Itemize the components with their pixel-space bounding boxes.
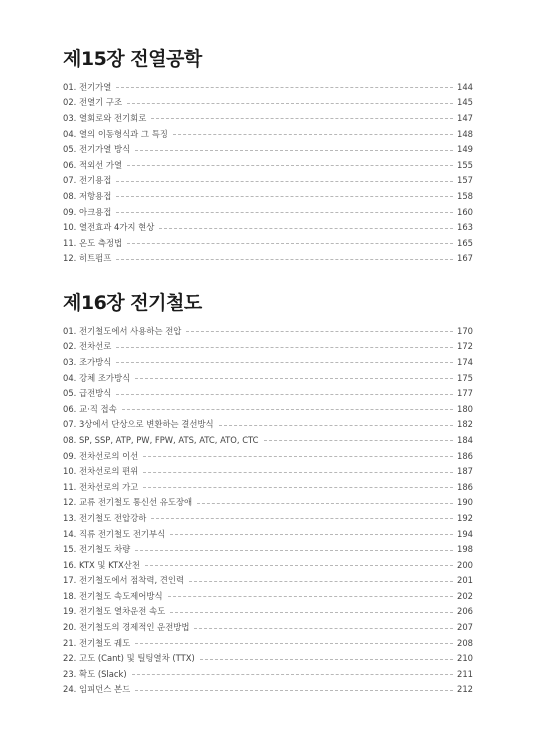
toc-entry-label: 10. 전차선로의 편위 — [63, 466, 139, 477]
toc-page-number: 202 — [457, 590, 473, 601]
chapter-16-section — [63, 291, 473, 697]
toc-entry-label: 01. 전기가열 — [63, 81, 112, 92]
toc-entry[interactable] — [63, 682, 473, 698]
toc-entry[interactable] — [63, 635, 473, 651]
toc-entry-label: 15. 전기철도 차량 — [63, 544, 131, 555]
toc-entry-label: 11. 전차선로의 가고 — [63, 481, 139, 492]
dot-leader — [143, 487, 453, 488]
chapter-title: 제16장 전기철도 — [63, 292, 202, 314]
toc-page-number: 194 — [457, 528, 473, 539]
dot-leader — [135, 690, 453, 691]
toc-entry[interactable] — [63, 417, 473, 433]
toc-page-number: 208 — [457, 637, 473, 648]
toc-page-number: 148 — [457, 128, 473, 139]
toc-entry[interactable] — [63, 219, 473, 235]
toc-list — [63, 79, 473, 266]
toc-page-number: 157 — [457, 175, 473, 186]
toc-page-number: 207 — [457, 622, 473, 633]
dot-leader — [264, 440, 453, 441]
dot-leader — [145, 565, 453, 566]
toc-page-number: 165 — [457, 237, 473, 248]
toc-page-number: 175 — [457, 372, 473, 383]
dot-leader — [122, 409, 453, 410]
toc-page-number: 145 — [457, 97, 473, 108]
dot-leader — [173, 134, 453, 135]
dot-leader — [170, 612, 453, 613]
dot-leader — [189, 581, 453, 582]
toc-entry[interactable] — [63, 188, 473, 204]
toc-page-number: 190 — [457, 497, 473, 508]
toc-entry-label: 12. 교류 전기철도 통신선 유도장애 — [63, 497, 193, 508]
dot-leader — [135, 550, 453, 551]
toc-entry-label: 11. 온도 측정법 — [63, 237, 123, 248]
toc-entry-label: 18. 전기철도 속도제어방식 — [63, 590, 163, 601]
toc-page-number: 187 — [457, 466, 473, 477]
toc-entry[interactable] — [63, 339, 473, 355]
toc-entry-label: 14. 직류 전기철도 전기부식 — [63, 528, 166, 539]
toc-entry-label: 22. 고도 (Cant) 및 틸팅열차 (TTX) — [63, 653, 195, 664]
dot-leader — [116, 181, 453, 182]
toc-page-number: 158 — [457, 190, 473, 201]
toc-entry-label: 03. 조가방식 — [63, 356, 112, 367]
toc-page-number: 172 — [457, 341, 473, 352]
toc-page-number: 182 — [457, 419, 473, 430]
dot-leader — [116, 212, 453, 213]
toc-page-number: 160 — [457, 206, 473, 217]
dot-leader — [219, 425, 453, 426]
toc-entry[interactable] — [63, 448, 473, 464]
toc-entry[interactable] — [63, 557, 473, 573]
toc-entry-label: 10. 열전효과 4가지 현상 — [63, 222, 155, 233]
dot-leader — [116, 362, 453, 363]
dot-leader — [116, 196, 453, 197]
toc-page-number: 186 — [457, 481, 473, 492]
toc-entry[interactable] — [63, 79, 473, 95]
dot-leader — [200, 659, 453, 660]
dot-leader — [116, 347, 453, 348]
chapter-15-section — [63, 47, 473, 266]
toc-list — [63, 323, 473, 697]
toc-entry[interactable] — [63, 173, 473, 189]
toc-entry[interactable] — [63, 588, 473, 604]
dot-leader — [143, 456, 453, 457]
toc-entry[interactable] — [63, 526, 473, 542]
toc-page-number: 211 — [457, 668, 473, 679]
toc-entry[interactable] — [63, 354, 473, 370]
dot-leader — [127, 165, 453, 166]
toc-entry-label: 13. 전기철도 전압강하 — [63, 512, 147, 523]
toc-page-number: 210 — [457, 653, 473, 664]
toc-page-number: 200 — [457, 559, 473, 570]
toc-page-number: 201 — [457, 575, 473, 586]
toc-entry-label: 12. 히트펌프 — [63, 253, 112, 264]
toc-page-number: 155 — [457, 159, 473, 170]
toc-page-number: 206 — [457, 606, 473, 617]
dot-leader — [127, 243, 453, 244]
dot-leader — [151, 118, 453, 119]
dot-leader — [170, 534, 453, 535]
toc-entry[interactable] — [63, 495, 473, 511]
toc-entry-label: 16. KTX 및 KTX산천 — [63, 559, 140, 570]
toc-page-number: 198 — [457, 544, 473, 555]
chapter-title: 제15장 전열공학 — [63, 48, 202, 70]
toc-page-number: 144 — [457, 81, 473, 92]
toc-entry[interactable] — [63, 541, 473, 557]
toc-page-number: 186 — [457, 450, 473, 461]
toc-entry[interactable] — [63, 235, 473, 251]
toc-entry-label: 09. 전차선로의 이선 — [63, 450, 139, 461]
toc-entry-label: 02. 전차선로 — [63, 341, 112, 352]
toc-page-number: 212 — [457, 684, 473, 695]
toc-page-number: 174 — [457, 356, 473, 367]
toc-entry[interactable] — [63, 157, 473, 173]
toc-entry[interactable] — [63, 573, 473, 589]
dot-leader — [116, 259, 453, 260]
dot-leader — [186, 331, 453, 332]
dot-leader — [127, 103, 453, 104]
toc-page-number: 147 — [457, 112, 473, 123]
dot-leader — [143, 472, 453, 473]
toc-page-number: 167 — [457, 253, 473, 264]
toc-entry-label: 06. 교·직 접속 — [63, 403, 117, 414]
toc-entry[interactable] — [63, 204, 473, 220]
dot-leader — [135, 150, 453, 151]
toc-entry-label: 23. 확도 (Slack) — [63, 668, 127, 679]
toc-page-number: 192 — [457, 512, 473, 523]
toc-entry-label: 03. 열회로와 전기회로 — [63, 112, 147, 123]
dot-leader — [194, 628, 453, 629]
toc-entry-label: 19. 전기철도 열차운전 속도 — [63, 606, 166, 617]
dot-leader — [135, 643, 453, 644]
toc-entry-label: 04. 열의 이동형식과 그 특징 — [63, 128, 168, 139]
toc-entry[interactable] — [63, 385, 473, 401]
toc-entry[interactable] — [63, 95, 473, 111]
dot-leader — [116, 87, 453, 88]
toc-entry[interactable] — [63, 141, 473, 157]
dot-leader — [168, 596, 453, 597]
toc-entry[interactable] — [63, 619, 473, 635]
toc-entry-label: 07. 전기용접 — [63, 175, 112, 186]
toc-entry-label: 24. 임피던스 본드 — [63, 684, 131, 695]
toc-entry[interactable] — [63, 126, 473, 142]
toc-entry[interactable] — [63, 251, 473, 267]
dot-leader — [132, 674, 453, 675]
toc-page-number: 180 — [457, 403, 473, 414]
toc-entry[interactable] — [63, 463, 473, 479]
toc-entry[interactable] — [63, 110, 473, 126]
toc-entry-label: 04. 강체 조가방식 — [63, 372, 131, 383]
toc-page-number: 184 — [457, 434, 473, 445]
toc-entry-label: 05. 급전방식 — [63, 388, 112, 399]
toc-entry-label: 02. 전열기 구조 — [63, 97, 123, 108]
toc-entry-label: 07. 3상에서 단상으로 변환하는 결선방식 — [63, 419, 214, 430]
toc-page-number: 149 — [457, 144, 473, 155]
dot-leader — [116, 394, 453, 395]
toc-entry-label: 08. SP, SSP, ATP, PW, FPW, ATS, ATC, ATO, CTC — [63, 434, 259, 445]
toc-entry[interactable] — [63, 401, 473, 417]
toc-entry[interactable] — [63, 510, 473, 526]
toc-page-number: 170 — [457, 325, 473, 336]
toc-entry[interactable] — [63, 650, 473, 666]
dot-leader — [159, 228, 453, 229]
toc-entry-label: 06. 적외선 가열 — [63, 159, 123, 170]
dot-leader — [197, 503, 453, 504]
dot-leader — [135, 378, 453, 379]
dot-leader — [151, 518, 453, 519]
toc-entry-label: 20. 전기철도의 경제적인 운전방법 — [63, 622, 190, 633]
toc-entry[interactable] — [63, 432, 473, 448]
toc-page-number: 177 — [457, 388, 473, 399]
toc-entry-label: 17. 전기철도에서 점착력, 견인력 — [63, 575, 185, 586]
toc-entry-label: 21. 전기철도 궤도 — [63, 637, 131, 648]
toc-entry[interactable] — [63, 604, 473, 620]
toc-page-number: 163 — [457, 222, 473, 233]
toc-entry-label: 09. 아크용접 — [63, 206, 112, 217]
toc-entry[interactable] — [63, 323, 473, 339]
toc-entry[interactable] — [63, 479, 473, 495]
toc-entry-label: 01. 전기철도에서 사용하는 전압 — [63, 325, 182, 336]
toc-entry-label: 05. 전기가열 방식 — [63, 144, 131, 155]
toc-entry-label: 08. 저항용접 — [63, 190, 112, 201]
toc-entry[interactable] — [63, 666, 473, 682]
toc-entry[interactable] — [63, 370, 473, 386]
